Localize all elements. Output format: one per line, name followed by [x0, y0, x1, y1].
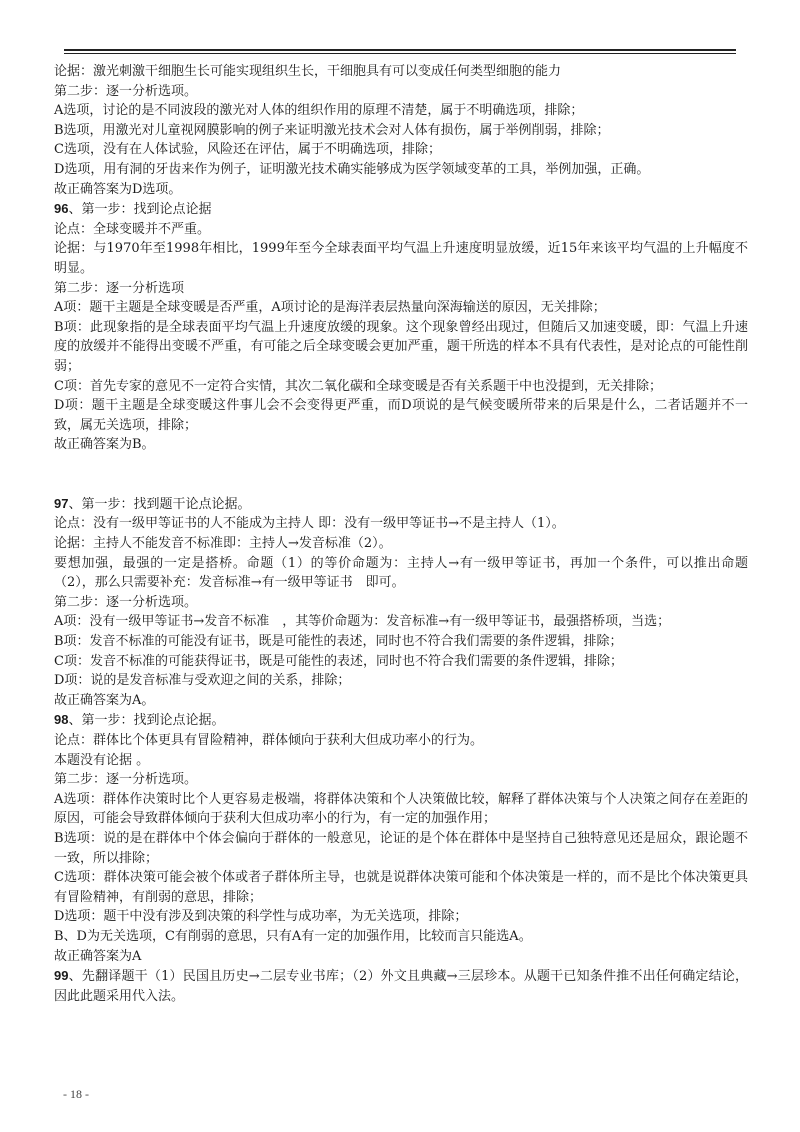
- paragraph: 第二步：逐一分析选项: [54, 280, 185, 296]
- question-number: 98: [54, 712, 69, 728]
- question-number: 99: [54, 968, 69, 984]
- paragraph: C选项，没有在人体试验，风险还在评估，属于不明确选项，排除；: [54, 142, 441, 158]
- question-97-heading: 97、第一步：找到题干论点论据。: [54, 495, 251, 512]
- paragraph: B项：发音不标准的可能没有证书，既是可能性的表述，同时也不符合我们需要的条件逻辑，排除；: [54, 634, 623, 650]
- paragraph: A选项：群体作决策时比个人更容易走极端，将群体决策和个人决策做比较，解释了群体决策与个人决策之间存在差距的原因，可能会导致群体倾向于获利大但成功率小的行为，有一定的加强作用；: [54, 791, 748, 827]
- paragraph: A项：没有一级甲等证书→发音不标准 ，其等价命题为：发音标准→有一级甲等证书，最强搭桥项，当选；: [54, 614, 671, 630]
- spacer: [54, 455, 748, 494]
- question-number: 96: [54, 201, 69, 217]
- paragraph: C选项：群体决策可能会被个体或者子群体所主导，也就是说群体决策可能和个体决策是一样的，而不是比个体决策更具有冒险精神，有削弱的意思，排除；: [54, 870, 748, 905]
- question-99-heading: 99、先翻译题干（1）民国且历史→二层专业书库；（2）外文且典藏→三层珍本。从题干已知条件推不出任何确定结论，因此此题采用代入法。: [54, 968, 748, 1004]
- paragraph: 论据：与1970年至1998年相比，1999年至今全球表面平均气温上升速度明显放缓，近15年来该平均气温的上升幅度不明显。: [54, 241, 748, 276]
- question-number: 97: [54, 495, 69, 511]
- paragraph: C项：发音不标准的可能获得证书，既是可能性的表述，同时也不符合我们需要的条件逻辑，排除；: [54, 653, 623, 669]
- paragraph: 故正确答案为A: [54, 948, 142, 964]
- paragraph: 论点：群体比个体更具有冒险精神，群体倾向于获利大但成功率小的行为。: [54, 733, 484, 748]
- paragraph: 第二步：逐一分析选项。: [54, 83, 198, 99]
- paragraph: A项：题干主题是全球变暖是否严重，A项讨论的是海洋表层热量向深海输送的原因，无关排除；: [54, 300, 606, 316]
- paragraph: 第二步：逐一分析选项。: [54, 772, 198, 788]
- paragraph: 故正确答案为A。: [54, 692, 155, 708]
- question-96-heading: 96、第一步：找到论点论据: [54, 201, 212, 218]
- paragraph: A选项，讨论的是不同波段的激光对人体的组织作用的原理不清楚，属于不明确选项，排除；: [54, 103, 584, 119]
- header-rule-thin: [64, 53, 736, 54]
- paragraph: 故正确答案为D选项。: [54, 181, 182, 197]
- paragraph: 论据：主持人不能发音不标准即：主持人→发音标准（2）。: [54, 536, 392, 552]
- paragraph: 论点：没有一级甲等证书的人不能成为主持人 即：没有一级甲等证书→不是主持人（1）。: [54, 516, 565, 532]
- paragraph: D选项，用有洞的牙齿来作为例子，证明激光技术确实能够成为医学领域变革的工具，举例加强，正确。: [54, 161, 650, 177]
- paragraph: 要想加强，最强的一定是搭桥。命题（1）的等价命题为：主持人→有一级甲等证书，再加一个条件，可以推出命题（2），那么只需要补充：发音标准→有一级甲等证书 即可。: [54, 555, 748, 591]
- header-rule-thick: [64, 49, 736, 51]
- paragraph: 故正确答案为B。: [54, 437, 155, 453]
- paragraph: 论据：激光刺激干细胞生长可能实现组织生长，干细胞具有可以变成任何类型细胞的能力: [54, 64, 562, 79]
- paragraph: B选项：说的是在群体中个体会偏向于群体的一般意见，论证的是个体在群体中是坚持自己独特意见还是屈众，跟论题不一致，所以排除；: [54, 830, 748, 866]
- paragraph: 论点：全球变暖并不严重。: [54, 221, 211, 237]
- question-98-heading: 98、第一步：找到论点论据。: [54, 712, 225, 729]
- paragraph: 第二步：逐一分析选项。: [54, 594, 198, 610]
- paragraph: B、D为无关选项，C有削弱的意思，只有A有一定的加强作用，比较而言只能选A。: [54, 928, 532, 944]
- paragraph: D项：说的是发音标准与受欢迎之间的关系，排除；: [54, 673, 351, 689]
- paragraph: D项：题干主题是全球变暖这件事儿会不会变得更严重，而D项说的是气候变暖所带来的后果是什么，二者话题并不一致，属无关选项，排除；: [54, 398, 748, 433]
- paragraph: D选项：题干中没有涉及到决策的科学性与成功率，为无关选项，排除；: [54, 909, 468, 925]
- paragraph: B选项，用激光对儿童视网膜影响的例子来证明激光技术会对人体有损伤，属于举例削弱，排除；: [54, 122, 610, 138]
- paragraph: B项：此现象指的是全球表面平均气温上升速度放缓的现象。这个现象曾经出现过，但随后又加速变暖，即：气温上升速度的放缓并不能得出变暖不严重，有可能之后全球变暖会更加严重，题干所选的样本不具有代表性，是对论点的可能性削弱；: [54, 319, 748, 374]
- paragraph: C项：首先专家的意见不一定符合实情，其次二氧化碳和全球变暖是否有关系题干中也没提到，无关排除；: [54, 378, 662, 394]
- paragraph: 本题没有论据 。: [54, 752, 150, 768]
- document-body: [54, 62, 748, 1006]
- page-number: - 18 -: [63, 1087, 89, 1101]
